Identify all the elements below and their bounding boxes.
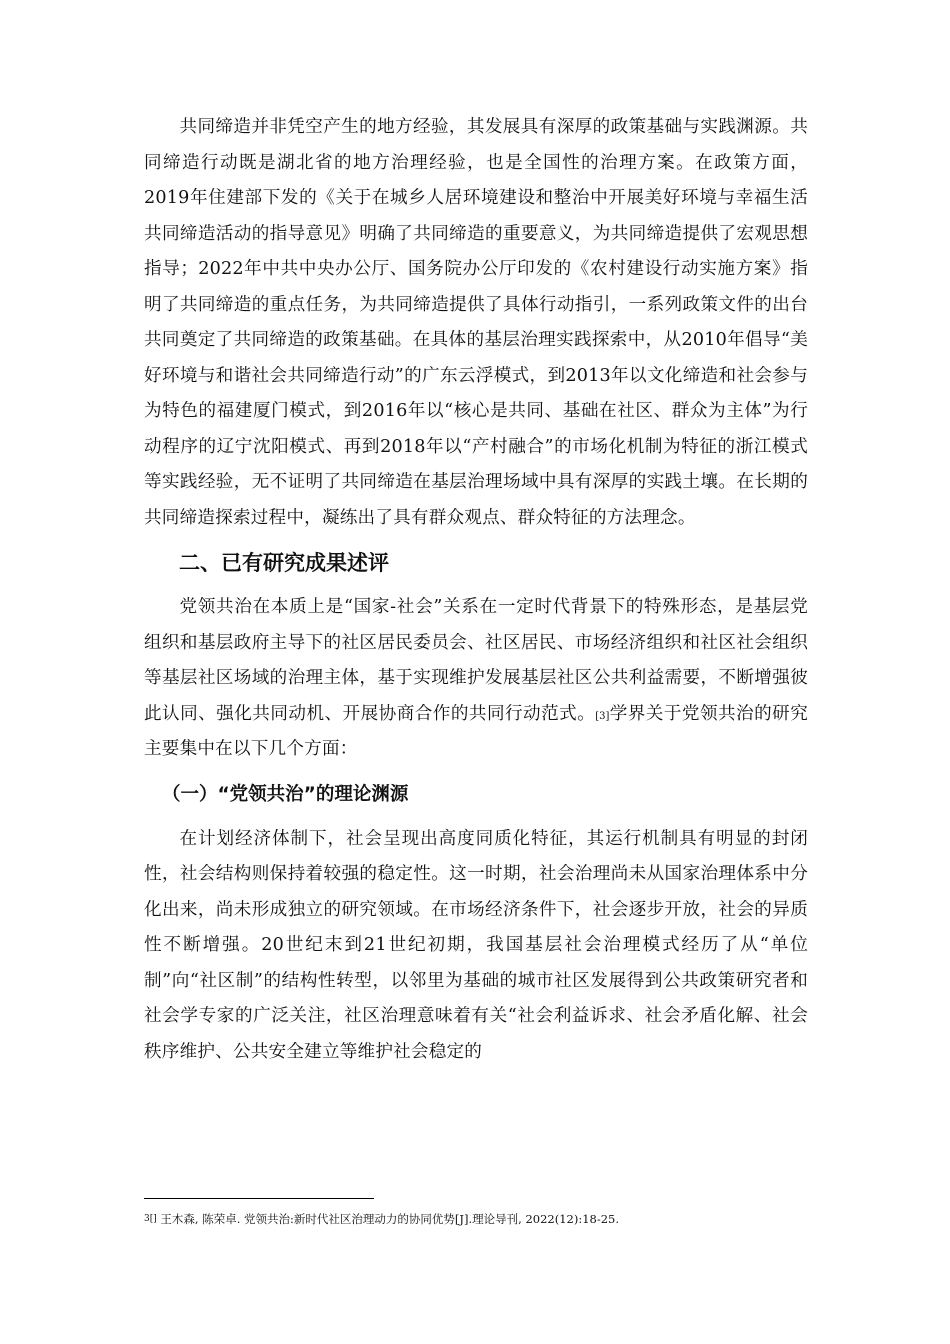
footnote-text: 王木森, 陈荣卓. 党领共治:新时代社区治理动力的协同优势[J].理论导刊, 2022(12):18-25. [156,1212,620,1226]
citation-ref[interactable]: [3] [595,710,610,722]
subsection-heading: （一）“党领共治”的理论渊源 [162,783,409,805]
paragraph-policy-foundation: 共同缔造并非凭空产生的地方经验，其发展具有深厚的政策基础与实践渊源。共同缔造行动既是湖北省的地方治理经验，也是全国性的治理方案。在政策方面，2019年住建部下发的《关于在城乡人居环境建设和整治中开展美好环境与幸福生活共同缔造活动的指导意见》明确了共同缔造的重要意义，为共同缔造提供了宏观思想指导；2022年中共中央办公厅、国务院办公厅印发的《农村建设行动实施方案》指明了共同缔造的重点任务，为共同缔造提供了具体行动指引，一系列政策文件的出台共同奠定了共同缔造的政策基础。在具体的基层治理实践探索中，从2010年倡导“美好环境与和谐社会共同缔造行动”的广东云浮模式，到2013年以文化缔造和社会参与为特色的福建厦门模式，到2016年以“核心是共同、基础在社区、群众为主体”为行动程序的辽宁沈阳模式、再到2018年以“产村融合”的市场化机制为特征的浙江模式等实践经验，无不证明了共同缔造在基层治理场域中具有深厚的实践土壤。在长期的共同缔造探索过程中，凝练出了具有群众观点、群众特征的方法理念。 [144,117,808,528]
section-heading: 二、已有研究成果述评 [179,551,389,575]
paragraph-party-governance [144,590,808,768]
paragraph-party-governance-text: 党领共治在本质上是“国家-社会”关系在一定时代背景下的特殊形态，是基层党组织和基层政府主导下的社区居民委员会、社区居民、市场经济组织和社区社会组织等基层社区场域的治理主体，基于实现维护发展基层社区公共利益需要，不断增强彼此认同、强化共同动机、开展协商合作的共同行动范式。 [144,597,808,724]
footnote-mark: 3 [144,1214,150,1224]
paragraph-party-governance-tail: 学界关于党领共治的研究主要集中在以下几个方面： [144,703,808,759]
footnote [144,1210,808,1228]
footnote-separator [144,1198,374,1199]
footnote-ref: [] [149,1214,157,1224]
body-content [144,110,808,1070]
paragraph-theory-origin: 在计划经济体制下，社会呈现出高度同质化特征，其运行机制具有明显的封闭性，社会结构则保持着较强的稳定性。这一时期，社会治理尚未从国家治理体系中分化出来，尚未形成独立的研究领域。在市场经济条件下，社会逐步开放，社会的异质性不断增强。20世纪末到21世纪初期，我国基层社会治理模式经历了从“单位制”向“社区制”的结构性转型，以邻里为基础的城市社区发展得到公共政策研究者和社会学专家的广泛关注，社区治理意味着有关“社会利益诉求、社会矛盾化解、社会秩序维护、公共安全建立等维护社会稳定的 [144,828,808,1062]
